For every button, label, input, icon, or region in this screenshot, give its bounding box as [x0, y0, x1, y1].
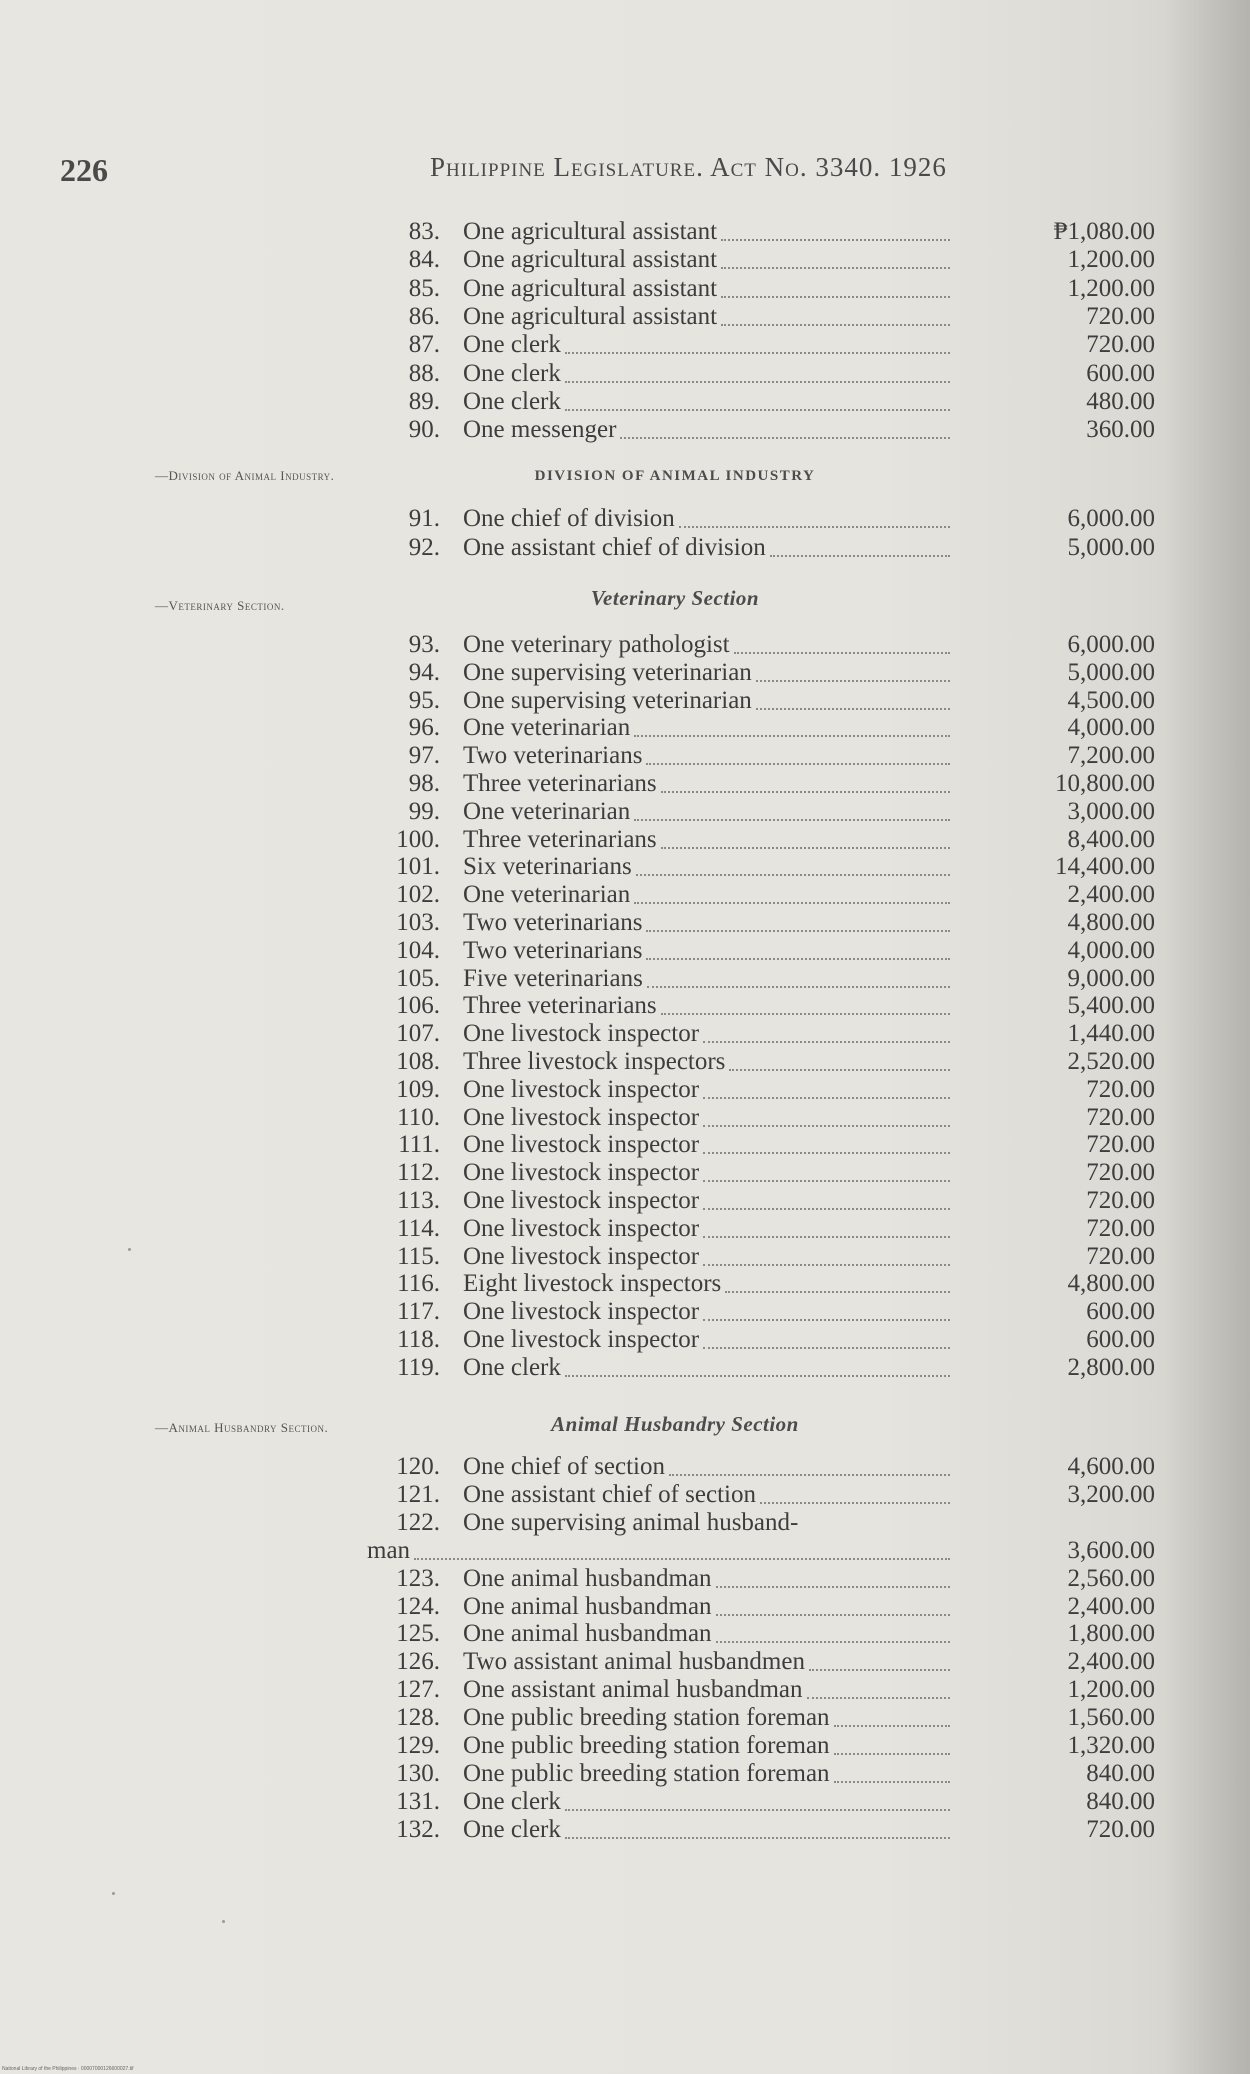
line-item-row: [367, 1536, 1155, 1565]
item-amount: 4,000.00: [1067, 714, 1155, 742]
leader-dots: [703, 1041, 950, 1043]
item-number: 111.: [398, 1131, 440, 1159]
item-amount: 14,400.00: [1055, 853, 1155, 881]
line-item-row: [395, 1704, 1155, 1732]
item-amount: 3,000.00: [1067, 797, 1155, 825]
line-item-row: [395, 1048, 1155, 1076]
item-description: One agricultural assistant: [463, 218, 718, 245]
item-number: 104.: [396, 936, 440, 964]
paper-speck: [128, 1248, 131, 1251]
line-item-row: [395, 1593, 1155, 1621]
item-description: One animal husbandman: [463, 1564, 712, 1592]
item-description: One veterinary pathologist: [463, 631, 730, 658]
leader-dots: [721, 267, 950, 269]
line-item-row: [395, 1270, 1155, 1298]
item-number: 123.: [396, 1564, 440, 1592]
item-amount: 4,000.00: [1067, 936, 1155, 964]
item-number: 125.: [396, 1620, 440, 1648]
line-item-row: [395, 1509, 1155, 1537]
leader-dots: [646, 958, 950, 960]
item-description: Two veterinarians: [463, 742, 643, 770]
item-amount: 4,800.00: [1067, 909, 1155, 936]
item-amount: 4,800.00: [1067, 1270, 1155, 1298]
item-number: 127.: [396, 1676, 440, 1704]
line-item-row: [395, 714, 1155, 742]
line-item-row: [395, 1159, 1155, 1187]
item-amount: 2,560.00: [1067, 1564, 1155, 1592]
line-item-row: [395, 360, 1155, 388]
item-number: 105.: [396, 964, 440, 992]
item-number: 89.: [408, 387, 440, 415]
item-number: 113.: [397, 1187, 440, 1214]
item-description: Eight livestock inspectors: [463, 1270, 722, 1298]
item-number: 86.: [408, 302, 440, 330]
item-description: One chief of section: [463, 1453, 666, 1480]
item-description: One clerk: [463, 1815, 561, 1843]
leader-dots: [770, 555, 950, 557]
item-amount: 720.00: [1086, 1214, 1155, 1242]
line-item-row: [395, 1788, 1155, 1816]
line-item-row: [395, 1760, 1155, 1788]
leader-dots: [414, 1558, 950, 1560]
line-item-row: [395, 992, 1155, 1020]
item-number: 94.: [408, 658, 440, 686]
item-number: 107.: [396, 1020, 440, 1048]
line-item-row: [395, 416, 1155, 444]
leader-dots: [760, 1502, 950, 1504]
leader-dots: [834, 1781, 950, 1783]
item-amount: 720.00: [1086, 1815, 1155, 1843]
item-number: 84.: [408, 246, 440, 274]
item-description: One clerk: [463, 359, 561, 387]
sidenote-animal-industry: —Division of Animal Industry.: [155, 468, 335, 483]
item-number: 116.: [397, 1270, 440, 1298]
item-description: One clerk: [463, 331, 561, 359]
item-description: One supervising veterinarian: [463, 658, 752, 686]
item-number: 88.: [408, 359, 440, 387]
line-item-row: [395, 1648, 1155, 1676]
line-item-row: [395, 246, 1155, 274]
leader-dots: [703, 1319, 950, 1321]
item-amount: 1,200.00: [1067, 246, 1155, 274]
heading-veterinary-section: Veterinary Section: [590, 586, 760, 610]
line-item-row: [395, 853, 1155, 881]
line-item-row: [395, 1187, 1155, 1215]
leader-dots: [565, 1809, 950, 1811]
item-description: Three veterinarians: [463, 992, 657, 1020]
item-number: 108.: [396, 1048, 440, 1075]
line-item-row: [395, 742, 1155, 770]
item-description: One public breeding station foreman: [463, 1704, 830, 1732]
item-description: One livestock inspector: [463, 1131, 700, 1159]
item-description: One livestock inspector: [463, 1242, 700, 1270]
item-number: 83.: [408, 218, 440, 245]
item-number: 129.: [396, 1732, 440, 1759]
leader-dots: [729, 1069, 950, 1071]
leader-dots: [721, 296, 950, 298]
leader-dots: [646, 763, 950, 765]
item-amount: 1,320.00: [1067, 1732, 1155, 1759]
item-number: 115.: [397, 1242, 440, 1270]
item-number: 126.: [396, 1648, 440, 1676]
paper-speck: [222, 1920, 225, 1923]
item-number: 117.: [397, 1298, 440, 1326]
item-amount: 720.00: [1086, 1131, 1155, 1159]
item-number: 90.: [408, 416, 440, 444]
leader-dots: [620, 437, 950, 439]
leader-dots: [669, 1474, 950, 1476]
page-number: 226: [60, 152, 108, 188]
item-number: 119.: [397, 1353, 440, 1381]
line-item-row: [395, 687, 1155, 715]
book-gutter-shadow: [1165, 0, 1250, 2074]
line-item-row: [395, 1354, 1155, 1382]
line-item-row: [395, 937, 1155, 965]
item-description: One public breeding station foreman: [463, 1732, 830, 1759]
item-description: One chief of division: [463, 505, 675, 532]
item-number: 87.: [408, 331, 440, 359]
leader-dots: [703, 1097, 950, 1099]
line-item-row: [395, 331, 1155, 359]
item-amount: 6,000.00: [1067, 505, 1155, 532]
item-amount: 10,800.00: [1055, 770, 1155, 797]
leader-dots: [646, 930, 950, 932]
leader-dots: [734, 652, 950, 654]
item-number: 99.: [408, 797, 440, 825]
line-item-row: [395, 1565, 1155, 1593]
leader-dots: [703, 1347, 950, 1349]
leader-dots: [565, 352, 950, 354]
item-description: One agricultural assistant: [463, 274, 718, 302]
leader-dots: [679, 526, 950, 528]
leader-dots: [756, 680, 950, 682]
line-item-row: [395, 798, 1155, 826]
running-head: Philippine Legislature. Act No. 3340. 1926: [430, 152, 947, 182]
item-description: One veterinarian: [463, 714, 631, 742]
item-amount: 2,400.00: [1067, 881, 1155, 909]
item-amount: 9,000.00: [1067, 964, 1155, 992]
item-number: 121.: [396, 1480, 440, 1508]
line-item-row: [395, 218, 1155, 246]
item-amount: 720.00: [1086, 1159, 1155, 1187]
item-number: 85.: [408, 274, 440, 302]
item-number: 95.: [408, 686, 440, 714]
item-amount: 720.00: [1086, 1075, 1155, 1103]
item-description: One veterinarian: [463, 797, 631, 825]
item-amount: 8,400.00: [1067, 825, 1155, 853]
item-description: Two veterinarians: [463, 909, 643, 936]
leader-dots: [716, 1586, 950, 1588]
item-amount: 600.00: [1086, 1298, 1155, 1326]
heading-division-animal-industry: DIVISION OF ANIMAL INDUSTRY: [534, 468, 816, 484]
item-number: 114.: [397, 1214, 440, 1242]
item-amount: 1,560.00: [1067, 1704, 1155, 1732]
item-number: 100.: [396, 825, 440, 853]
item-description: One public breeding station foreman: [463, 1759, 830, 1787]
item-number: 122.: [396, 1508, 440, 1536]
item-description: One clerk: [463, 387, 561, 415]
item-description: One supervising animal husband-: [463, 1508, 799, 1536]
item-amount: 4,600.00: [1067, 1453, 1155, 1480]
leader-dots: [703, 1125, 950, 1127]
line-item-row: [395, 1020, 1155, 1048]
leader-dots: [703, 1236, 950, 1238]
leader-dots: [647, 986, 950, 988]
item-amount: 720.00: [1086, 1242, 1155, 1270]
item-description: Five veterinarians: [463, 964, 643, 992]
item-amount: 840.00: [1086, 1787, 1155, 1815]
leader-dots: [703, 1180, 950, 1182]
item-description: One livestock inspector: [463, 1298, 700, 1326]
line-item-row: [395, 909, 1155, 937]
item-amount: 5,000.00: [1067, 658, 1155, 686]
line-item-row: [395, 1298, 1155, 1326]
item-amount: 2,520.00: [1067, 1048, 1155, 1075]
item-description: One clerk: [463, 1787, 561, 1815]
item-description: One assistant chief of section: [463, 1480, 756, 1508]
line-item-row: [395, 1215, 1155, 1243]
item-number: 118.: [397, 1326, 440, 1353]
item-number: 93.: [408, 631, 440, 658]
line-item-row: [395, 1620, 1155, 1648]
item-description: One livestock inspector: [463, 1187, 700, 1214]
line-item-row: [395, 1676, 1155, 1704]
leader-dots: [834, 1753, 950, 1755]
item-number: 102.: [396, 881, 440, 909]
item-number: 92.: [408, 533, 440, 561]
line-item-row: [395, 881, 1155, 909]
item-amount: 1,200.00: [1067, 274, 1155, 302]
line-item-row: [395, 275, 1155, 303]
item-description: One animal husbandman: [463, 1592, 712, 1620]
item-amount: 600.00: [1086, 359, 1155, 387]
line-item-row: [395, 1076, 1155, 1104]
leader-dots: [716, 1614, 950, 1616]
item-amount: 480.00: [1086, 387, 1155, 415]
item-description: Two assistant animal husbandmen: [463, 1648, 805, 1676]
item-number: 96.: [408, 714, 440, 742]
leader-dots: [565, 1375, 950, 1377]
item-description: One veterinarian: [463, 881, 631, 909]
line-item-row: [395, 631, 1155, 659]
item-amount: 720.00: [1086, 302, 1155, 330]
item-number: 91.: [408, 505, 440, 532]
item-number: 130.: [396, 1759, 440, 1787]
leader-dots: [661, 1013, 950, 1015]
item-description: One livestock inspector: [463, 1075, 700, 1103]
leader-dots: [725, 1291, 950, 1293]
line-item-row: [395, 826, 1155, 854]
item-amount: 7,200.00: [1067, 742, 1155, 770]
leader-dots: [807, 1697, 950, 1699]
line-item-row: [395, 303, 1155, 331]
item-description: One clerk: [463, 1353, 561, 1381]
item-amount: 720.00: [1086, 1103, 1155, 1131]
item-amount: ₱1,080.00: [1053, 218, 1155, 245]
leader-dots: [756, 708, 950, 710]
item-number: 98.: [408, 770, 440, 797]
item-description: One livestock inspector: [463, 1159, 700, 1187]
leader-dots: [634, 902, 950, 904]
line-item-row: [395, 1243, 1155, 1271]
line-item-row: [395, 770, 1155, 798]
leader-dots: [716, 1641, 950, 1643]
item-amount: 6,000.00: [1067, 631, 1155, 658]
item-number: 110.: [397, 1103, 440, 1131]
line-item-row: [395, 1131, 1155, 1159]
item-amount: 2,400.00: [1067, 1648, 1155, 1676]
leader-dots: [636, 874, 950, 876]
item-description: One livestock inspector: [463, 1214, 700, 1242]
item-description: One assistant chief of division: [463, 533, 766, 561]
item-number: 103.: [396, 909, 440, 936]
item-number: 109.: [396, 1075, 440, 1103]
leader-dots: [565, 409, 950, 411]
item-amount: 720.00: [1086, 1187, 1155, 1214]
leader-dots: [834, 1725, 950, 1727]
line-item-row: [395, 505, 1155, 533]
leader-dots: [565, 1837, 950, 1839]
item-description: Three veterinarians: [463, 825, 657, 853]
item-amount: 2,800.00: [1067, 1353, 1155, 1381]
item-amount: 4,500.00: [1067, 686, 1155, 714]
paper-speck: [112, 1892, 115, 1895]
leader-dots: [634, 735, 950, 737]
leader-dots: [721, 239, 950, 241]
item-amount: 1,440.00: [1067, 1020, 1155, 1048]
item-number: 120.: [396, 1453, 440, 1480]
leader-dots: [703, 1264, 950, 1266]
leader-dots: [703, 1152, 950, 1154]
item-number: 112.: [397, 1159, 440, 1187]
item-amount: 3,600.00: [1067, 1536, 1155, 1564]
item-description: One animal husbandman: [463, 1620, 712, 1648]
item-amount: 720.00: [1086, 331, 1155, 359]
item-number: 132.: [396, 1815, 440, 1843]
item-amount: 600.00: [1086, 1326, 1155, 1353]
item-number: 131.: [396, 1787, 440, 1815]
item-amount: 2,400.00: [1067, 1592, 1155, 1620]
item-number: 106.: [396, 992, 440, 1020]
heading-animal-husbandry-section: Animal Husbandry Section: [551, 1412, 799, 1436]
line-item-row: [395, 1816, 1155, 1844]
item-description: One messenger: [463, 416, 617, 444]
sidenote-animal-husbandry-section: —Animal Husbandry Section.: [155, 1420, 329, 1435]
line-item-row: [395, 1104, 1155, 1132]
item-number: 124.: [396, 1592, 440, 1620]
item-description: Two veterinarians: [463, 936, 643, 964]
line-item-row: [395, 388, 1155, 416]
sidenote-veterinary-section: —Veterinary Section.: [155, 598, 285, 613]
line-item-row: [395, 1326, 1155, 1354]
item-description: One livestock inspector: [463, 1020, 700, 1048]
scan-footer-label: National Library of the Philippines · 00007000126600027.tif: [2, 2066, 134, 2072]
item-number: 97.: [408, 742, 440, 770]
item-amount: 360.00: [1086, 416, 1155, 444]
item-number: 101.: [396, 853, 440, 881]
leader-dots: [661, 791, 950, 793]
line-item-row: [395, 659, 1155, 687]
item-amount: 5,000.00: [1067, 533, 1155, 561]
leader-dots: [703, 1208, 950, 1210]
item-amount: 1,800.00: [1067, 1620, 1155, 1648]
leader-dots: [809, 1669, 950, 1671]
line-item-row: [395, 534, 1155, 562]
leader-dots: [634, 819, 950, 821]
item-amount: 840.00: [1086, 1759, 1155, 1787]
item-description: One agricultural assistant: [463, 302, 718, 330]
item-amount: 5,400.00: [1067, 992, 1155, 1020]
item-description: Three veterinarians: [463, 770, 657, 797]
item-description: One livestock inspector: [463, 1103, 700, 1131]
item-description: Three livestock inspectors: [463, 1048, 726, 1075]
line-item-row: [395, 965, 1155, 993]
item-description: man: [367, 1536, 411, 1564]
item-description: One supervising veterinarian: [463, 686, 752, 714]
item-number: 128.: [396, 1704, 440, 1732]
line-item-row: [395, 1732, 1155, 1760]
leader-dots: [721, 324, 950, 326]
item-amount: 1,200.00: [1067, 1676, 1155, 1704]
item-description: Six veterinarians: [463, 853, 632, 881]
item-description: One assistant animal husbandman: [463, 1676, 803, 1704]
item-description: One livestock inspector: [463, 1326, 700, 1353]
line-item-row: [395, 1481, 1155, 1509]
leader-dots: [565, 381, 950, 383]
leader-dots: [661, 847, 950, 849]
line-item-row: [395, 1453, 1155, 1481]
item-description: One agricultural assistant: [463, 246, 718, 274]
item-amount: 3,200.00: [1067, 1480, 1155, 1508]
